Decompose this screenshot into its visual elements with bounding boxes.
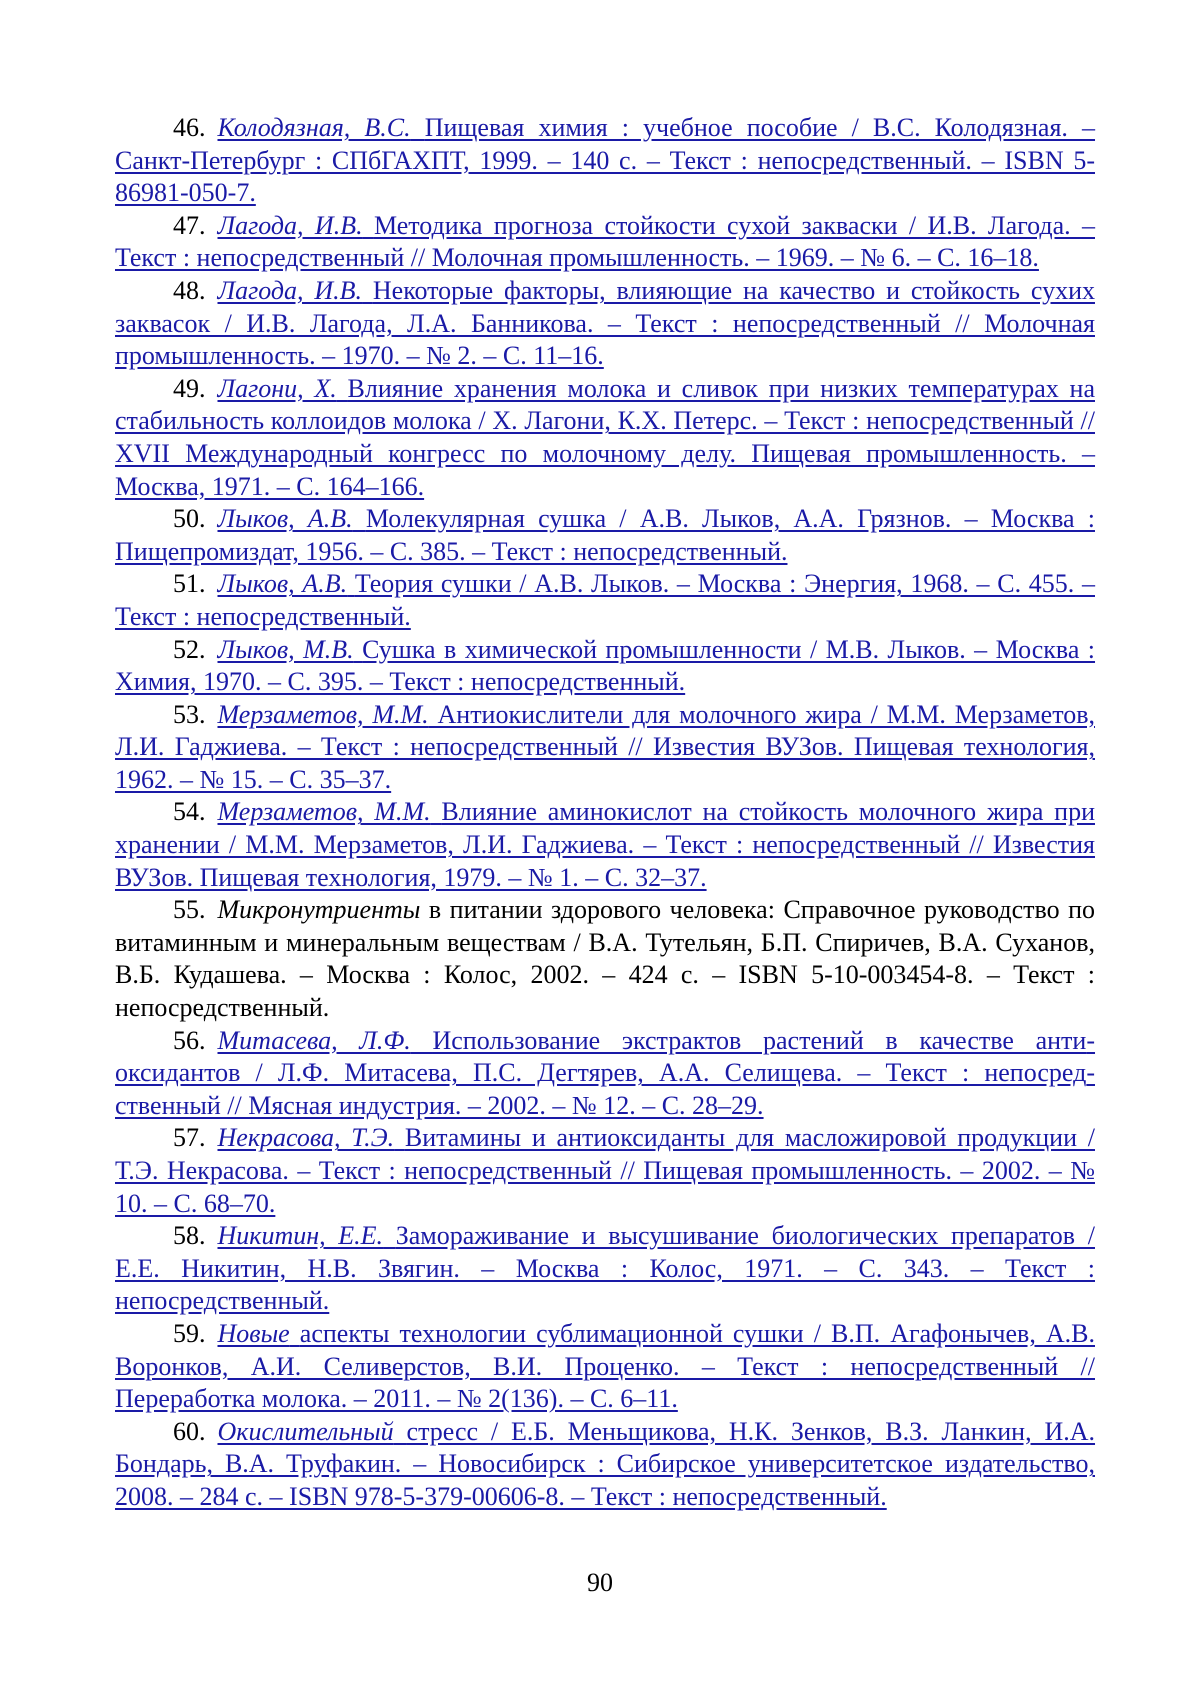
reference-number: 46. <box>173 113 206 142</box>
reference-text[interactable]: Некоторые факторы, влияющие на качество и стойкость сухих заквасок / И.В. Лагода, Л.А. Банникова. – Текст : непосредственный // Молочная промышленность. – 1970. – № 2. – С. 11–16. <box>115 275 1095 371</box>
reference-text[interactable]: аспекты технологии сублимационной сушки / В.П. Агафонычев, А.В. Воронков, А.И. Селиверстов, В.И. Проценко. – Текст : непосредственный // Переработка молока. – 2011. – № 2(136). – С. 6–11. <box>115 1318 1095 1414</box>
reference-entry <box>115 1025 1095 1123</box>
reference-link[interactable] <box>115 797 1095 891</box>
reference-entry <box>115 210 1095 275</box>
reference-number: 57. <box>173 1123 206 1153</box>
reference-entry <box>115 796 1095 894</box>
reference-author[interactable]: Колодязная, В.С. <box>217 113 411 142</box>
reference-text[interactable]: стресс / Е.Б. Меньщикова, Н.К. Зенков, В.З. Ланкин, И.А. Бондарь, В.А. Труфакин. – Новосибирск : Сибирское университетское издательство, 2008. – 284 с. – ISBN 978-5-379-00606-8. – Текст : непосредственный. <box>115 1416 1096 1511</box>
reference-body <box>115 895 1095 1022</box>
reference-entry <box>115 699 1095 797</box>
reference-list <box>115 112 1095 1514</box>
reference-number: 60. <box>173 1416 206 1446</box>
reference-text[interactable]: Пищевая химия : учебное пособие / В.С. Колодязная. – Санкт-Петербург : СПбГАХПТ, 1999. – 140 с. – Текст : непосредственный. – ISBN 5-86981-050-7. <box>115 113 1096 208</box>
reference-link[interactable] <box>115 276 1095 370</box>
reference-number: 59. <box>173 1318 206 1348</box>
reference-entry <box>115 568 1095 633</box>
reference-author[interactable]: Лыков, А.В. <box>217 504 353 534</box>
reference-link[interactable] <box>115 635 1095 697</box>
reference-number: 53. <box>173 699 206 729</box>
reference-text[interactable]: Витамины и антиоксиданты для масложировой продукции / Т.Э. Некрасова. – Текст : непосредственный // Пищевая промышленность. – 2002. – № 10. – С. 68–70. <box>115 1123 1095 1218</box>
reference-link[interactable] <box>115 1319 1095 1413</box>
reference-entry <box>115 373 1095 503</box>
reference-author[interactable]: Окислительный <box>217 1416 394 1446</box>
reference-author[interactable]: Мерзаметов, М.М. <box>217 699 429 729</box>
reference-entry <box>115 1318 1095 1416</box>
reference-text[interactable]: Теория сушки / А.В. Лыков. – Москва : Энергия, 1968. – С. 455. – Текст : непосредственный. <box>115 569 1095 631</box>
reference-author[interactable]: Мерзаметов, М.М. <box>217 797 431 827</box>
reference-entry <box>115 275 1095 373</box>
reference-number: 49. <box>173 373 206 403</box>
reference-text[interactable]: Влияние аминокислот на стойкость молочного жира при хранении / М.М. Мерзаметов, Л.И. Гаджиева. – Текст : непосредственный // Известия ВУЗов. Пищевая технология, 1979. – № 1. – С. 32–37. <box>115 797 1095 892</box>
reference-text[interactable]: Замораживание и высушивание биологических препаратов / Е.Е. Никитин, Н.В. Звягин. – Москва : Колос, 1971. – С. 343. – Текст : непосредственный. <box>115 1221 1095 1316</box>
reference-number: 50. <box>173 504 206 534</box>
reference-link[interactable] <box>115 374 1095 501</box>
reference-author[interactable]: Лагони, Х. <box>217 373 337 403</box>
reference-text[interactable]: Методика прогноза стойкости сухой закваски / И.В. Лагода. – Текст : непосредственный // Молочная промышленность. – 1969. – № 6. – С. 16–18. <box>115 210 1095 273</box>
reference-number: 47. <box>173 210 206 240</box>
reference-author[interactable]: Лагода, И.В. <box>217 275 363 305</box>
reference-link[interactable] <box>115 211 1095 273</box>
reference-entry <box>115 1220 1095 1318</box>
reference-link[interactable] <box>115 569 1095 631</box>
reference-link[interactable] <box>115 1417 1095 1511</box>
reference-text[interactable]: Влияние хранения молока и сливок при низких температурах на стабильность коллоидов молока / Х. Лагони, К.Х. Петерс. – Текст : непосредственный // XVII Международный конгресс по молочному делу. Пищевая промышленность. – Москва, 1971. – С. 164–166. <box>115 373 1095 501</box>
reference-author: Микронутриенты <box>217 895 421 925</box>
reference-number: 56. <box>173 1025 206 1055</box>
reference-text[interactable]: Сушка в химической промышленности / М.В. Лыков. – Москва : Химия, 1970. – С. 395. – Текст : непосредственный. <box>115 634 1096 697</box>
reference-author[interactable]: Новые <box>217 1318 290 1348</box>
reference-link[interactable] <box>115 504 1095 566</box>
page-number: 90 <box>587 1568 613 1597</box>
reference-author[interactable]: Некрасова, Т.Э. <box>217 1123 395 1153</box>
reference-entry <box>115 1122 1095 1220</box>
reference-text: в питании здорового человека: Справочное руководство по витаминным и минеральным веществам / В.А. Тутельян, Б.П. Спиричев, В.А. Суханов, В.Б. Кудашева. – Москва : Колос, 2002. – 424 с. – ISBN 5-10-003454-8. – Текст : непосредственный. <box>115 895 1096 1023</box>
reference-author[interactable]: Лыков, А.В. <box>217 569 348 599</box>
reference-entry <box>115 634 1095 699</box>
reference-link[interactable] <box>115 1221 1095 1315</box>
reference-link[interactable] <box>115 700 1095 794</box>
reference-number: 55. <box>173 895 206 925</box>
reference-author[interactable]: Лыков, М.В. <box>217 634 354 664</box>
reference-number: 58. <box>173 1221 206 1251</box>
reference-number: 51. <box>173 569 206 599</box>
reference-number: 48. <box>173 275 206 305</box>
reference-author[interactable]: Митасева, Л.Ф. <box>217 1025 411 1055</box>
reference-text[interactable]: Использование экстрактов растений в качестве антиоксидантов / Л.Ф. Митасева, П.С. Дегтярев, А.А. Селищева. – Текст : непосредственный // Мясная индустрия. – 2002. – № 12. – С. 28–29. <box>115 1025 1096 1120</box>
reference-author[interactable]: Никитин, Е.Е. <box>217 1221 384 1251</box>
reference-link[interactable] <box>115 113 1095 207</box>
reference-entry <box>115 894 1095 1024</box>
reference-entry <box>115 1416 1095 1514</box>
reference-entry <box>115 503 1095 568</box>
reference-author[interactable]: Лагода, И.В. <box>217 210 363 240</box>
reference-number: 52. <box>173 634 206 664</box>
reference-text[interactable]: Антиокислители для молочного жира / М.М. Мерзаметов, Л.И. Гаджиева. – Текст : непосредственный // Известия ВУЗов. Пищевая технология, 1962. – № 15. – С. 35–37. <box>115 699 1095 794</box>
reference-text[interactable]: Молекулярная сушка / А.В. Лыков, А.А. Грязнов. – Москва : Пищепромиздат, 1956. – С. 385. – Текст : непосредственный. <box>115 504 1095 566</box>
reference-number: 54. <box>173 797 206 827</box>
reference-entry <box>115 112 1095 210</box>
reference-link[interactable] <box>115 1026 1095 1120</box>
reference-link[interactable] <box>115 1123 1095 1217</box>
